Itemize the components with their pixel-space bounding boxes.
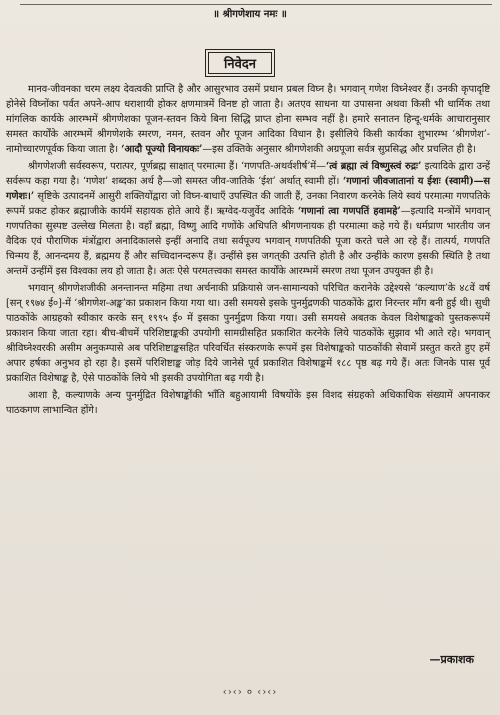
quoted-text: ‘गणानां त्वा गणपतिं हवामहे’ (297, 206, 401, 217)
paragraph-2 (6, 159, 490, 279)
text-segment: सृष्टिके उत्पादनमें आसुरी शक्तियोंद्वारा जो विघ्न-बाधाएँ उपस्थित की जाती हैं, उनका निवारण करनेके लिये स्वयं परमात्मा गणपतिके रूपमें प्रकट होकर ब्रह्माजीके कार्यमें सहायक होते आये हैं। ऋग्वेद-यजुर्वेद आदिके (6, 191, 490, 217)
text-segment: भगवान् श्रीगणेशजीकी अनन्तानन्त महिमा तथा अर्चनाकी प्रक्रियासे जन-सामान्यको परिचित करानेके उद्देश्यसे ‘कल्याण’के ४८वें वर्ष [सन् १९७४ ई०]-में ‘श्रीगणेश-अङ्क’का प्रकाशन किया गया था। उसी समयसे इसके पुनर्मुद्रणकी पाठकोंके द्वारा निरन्तर माँग बनी हुई थी। सुधी पाठकोंके आग्रहको स्वीकार करके सन् १९९५ ई० में इसका पुनर्मुद्रण किया गया। उसी समयसे अबतक केवल विशेषाङ्कको पुस्तकरूपमें प्रकाशन किया जाता रहा। बीच-बीचमें परिशिष्टाङ्ककी उपयोगी सामग्रीसहित प्रकाशित करनेके लिये पाठकोंके सुझाव भी आते रहे। भगवान् श्रीविघ्नेश्वरकी असीम अनुकम्पासे अब परिशिष्टाङ्कसहित परिवर्धित संस्करणके रूपमें इस विशेषाङ्कको पाठकोंकी सेवामें प्रस्तुत करते हुए हमें अपार हर्षका अनुभव हो रहा है। इसमें परिशिष्टाङ्क जोड़ दिये जानेसे पूर्व प्रकाशित विशेषाङ्कमें १८८ पृष्ठ बढ़ गये हैं। अतः जिनके पास पूर्व प्रकाशित विशेषाङ्क है, ऐसे पाठकोंके लिये भी इसकी उपयोगिता बढ़ गयी है। (6, 283, 490, 384)
quoted-text: ‘गणानां जीवजातानां य ईशः (स्वामी)—स गणेशः।’ (6, 176, 490, 202)
body-text (6, 82, 490, 418)
paragraph-1 (6, 82, 490, 157)
text-segment: —इस उक्तिके अनुसार श्रीगणेशकी अग्रपूजा सर्वत्र सुप्रसिद्ध और प्रचलित ही है। (202, 144, 476, 155)
text-segment: आशा है, कल्याणके अन्य पुनर्मुद्रित विशेषाङ्कोंकी भाँति बहुआयामी विषयोंके इस विशद संग्रहको अधिकाधिक संख्यामें अपनाकर पाठकगण लाभान्वित होंगे। (6, 390, 490, 416)
quoted-text: ‘आदौ पूज्यो विनायकः’ (121, 144, 203, 155)
text-segment: —इत्यादि मन्त्रोंमें भगवान् गणपतिका सुस्पष्ट उल्लेख मिलता है। वहाँ ब्रह्मा, विष्णु आदि गणोंके अधिपति श्रीगणनायक ही परमात्मा कहे गये हैं। धर्मप्राण भारतीय जन वैदिक एवं पौराणिक मंत्रोंद्वारा अनादिकालसे इन्हीं अनादि तथा सर्वपूज्य भगवान् गणपतिकी पूजा करते चले आ रहे हैं। तात्पर्य, गणपति चिन्मय हैं, आनन्दमय हैं, ब्रह्ममय हैं और सच्चिदानन्दरूप हैं। उन्हींसे इस जगत्‌की उत्पत्ति होती है और उन्हींके कारण इसकी स्थिति है तथा अन्तमें उन्हींमें इस विश्वका लय हो जाता है। अतः ऐसे परमतत्त्वका समस्त कार्योंके आरम्भमें स्मरण तथा पूजन उपयुक्त ही है। (6, 206, 490, 277)
footer-ornament: ‹›‹› ० ‹›‹› (222, 687, 278, 698)
page-title: निवेदन (208, 52, 272, 74)
signature: —प्रकाशक (429, 653, 474, 666)
text-segment: श्रीगणेशजी सर्वस्वरूप, परात्पर, पूर्णब्रह्म साक्षात् परमात्मा हैं। ‘गणपति-अथर्वशीर्ष’में— (28, 161, 326, 172)
paragraph-4 (6, 388, 490, 418)
invocation-header: ॥ श्रीगणेशाय नमः ॥ (213, 9, 287, 20)
text-segment: इत्यादिके द्वारा उन्हें सर्वरूप कहा गया है। ‘गणेश’ शब्दका अर्थ है—जो समस्त जीव-जातिके ‘ईश’ अर्थात् स्वामी हों। (6, 161, 490, 187)
top-rule (20, 4, 492, 5)
text-segment: मानव-जीवनका चरम लक्ष्य देवत्वकी प्राप्ति है और आसुरभाव उसमें प्रधान प्रबल विघ्न है। भगवान् गणेश विघ्नेश्वर हैं। उनकी कृपादृष्टि होनेसे विघ्नोंका पर्वत अपने-आप धराशायी होकर क्षणमात्रमें विनष्ट हो जाता है। अतएव साधना या उपासना अथवा किसी भी धार्मिक तथा मांगलिक कार्यके आरम्भमें श्रीगणेशका पूजन-स्तवन किये बिना सिद्धि प्राप्त होना सम्भव नहीं है। हमारे सनातन हिन्दू-धर्मके आचारानुसार समस्त कार्योंके आरम्भमें श्रीगणेशके स्मरण, नमन, स्तवन और पूजन आदिका विधान है। इसीलिये किसी कार्यका शुभारम्भ ‘श्रीगणेश’-नामोच्चारणपूर्वक किया जाता है। (6, 84, 490, 155)
quoted-text: ‘त्वं ब्रह्मा त्वं विष्णुस्त्वं रुद्रः’ (325, 161, 422, 172)
paragraph-3 (6, 281, 490, 386)
